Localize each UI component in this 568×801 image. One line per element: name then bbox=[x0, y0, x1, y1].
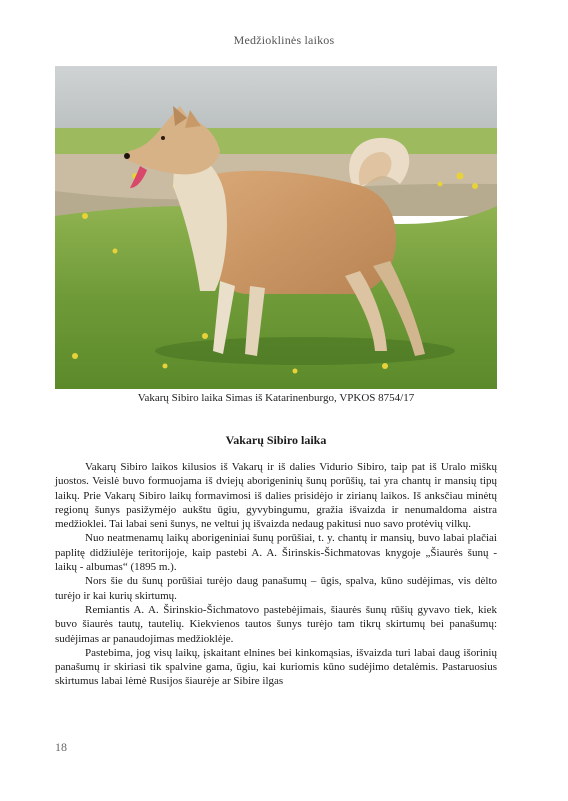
paragraph: Nors šie du šunų porūšiai turėjo daug panašumų – ūgis, spalva, kūno sudėjimas, vis dėlto turėjo ir kai kurių skirtumų. bbox=[55, 575, 497, 602]
paragraph: Remiantis A. A. Širinskio-Šichmatovo pastebėjimais, šiaurės šunų rūšių gyvavo tiek, kiek buvo šiaurės tautų, tautelių. Kiekvienos tautos šunys turėjo tam tikrų skirtumų bei panašumų: sudėjimas ar panaudojimas medžioklėje. bbox=[55, 603, 497, 645]
page-number: 18 bbox=[55, 740, 67, 754]
body-text bbox=[55, 460, 497, 689]
paragraph: Nuo neatmenamų laikų aborigeniniai šunų porūšiai, t. y. chantų ir mansių, buvo labai plačiai paplitę didžiulėje teritorijoje, kaip pastebi A. A. Širinskis-Šichmatovas knygoje „Šiaurės šunų - laikų - albumas“ (1895 m.). bbox=[55, 532, 497, 574]
running-title: Medžioklinės laikos bbox=[233, 33, 335, 47]
paragraph: Vakarų Sibiro laikos kilusios iš Vakarų ir iš dalies Vidurio Sibiro, taip pat iš Uralo miškų juostos. Veislė buvo formuojama iš dviejų aborigeninių šunų porūšių, tai yra chantų ir mansių tipų laikų. Prie Vakarų Sibiro laikų formavimosi iš dalies prisidėjo ir zirianų laikos. Iš anksčiau minėtų regionų šunys pasižymėjo aukštu ūgiu, gyvybingumu, gražia išvaizda ir nenumaldoma aistra medžioklei. Tai labai seni šunys, ne veltui jų išvaizda nedaug pakitusi nuo savo protėvių vilkų. bbox=[55, 461, 497, 531]
figure-caption: Vakarų Sibiro laika Simas iš Katarinenburgo, VPKOS 8754/17 bbox=[137, 392, 415, 404]
dog-photo bbox=[55, 66, 497, 389]
section-title: Vakarų Sibiro laika bbox=[225, 433, 327, 447]
paragraph: Pastebima, jog visų laikų, įskaitant elnines bei kinkomąsias, išvaizda turi labai daug išorinių panašumų ir skiriasi tik spalvine gama, ūgiu, kai kuriomis kūno sudėjimo detalėmis. Pastaruosius skirtumus labai lėmė Rusijos šiaurėje ar Sibire ilgas bbox=[55, 646, 497, 688]
